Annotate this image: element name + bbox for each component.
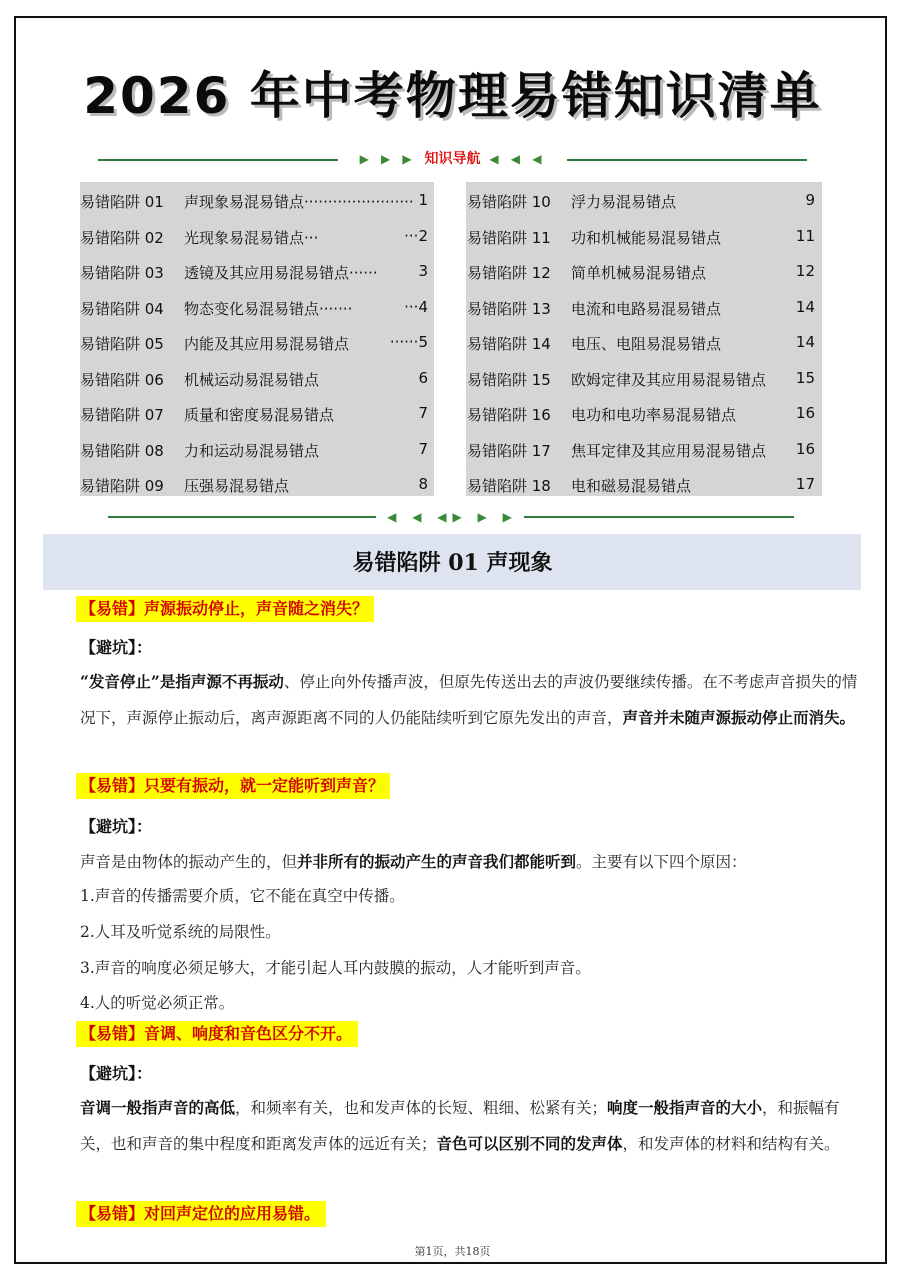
toc-item[interactable] xyxy=(80,227,428,253)
toc-item[interactable] xyxy=(467,191,815,217)
section-title: 易错陷阱 01 声现象 xyxy=(352,550,553,576)
body-text: 声音是由物体的振动产生的，但 xyxy=(80,853,298,871)
toc-trap-label: 易错陷阱 18 xyxy=(467,477,551,495)
toc-topic: 光现象易混易错点··· xyxy=(184,228,319,247)
avoid-label-2: 【避坑】： xyxy=(80,817,153,836)
toc-trap-label: 易错陷阱 12 xyxy=(467,264,551,282)
toc-item[interactable] xyxy=(80,475,428,501)
toc-item[interactable] xyxy=(467,369,815,395)
toc-trap-label: 易错陷阱 07 xyxy=(80,406,164,424)
toc-trap-label: 易错陷阱 06 xyxy=(80,370,164,389)
toc-trap-label: 易错陷阱 17 xyxy=(467,441,551,460)
toc-page-number: 9 xyxy=(805,191,815,209)
body-text: 。主要有以下四个原因： xyxy=(576,853,747,871)
toc-topic: 功和机械能易混易错点 xyxy=(571,228,722,247)
toc-trap-label: 易错陷阱 13 xyxy=(467,299,551,318)
toc-item[interactable] xyxy=(467,404,815,430)
toc-page-number: 1 xyxy=(418,191,428,209)
toc-trap-label: 易错陷阱 03 xyxy=(80,264,164,282)
bold-text: 音调一般指声音的高低 xyxy=(80,1098,236,1117)
toc-page-number: 14 xyxy=(795,333,815,351)
bottom-arrows-icon: ◀ ◀ ◀▶ ▶ ▶ xyxy=(387,510,518,524)
toc-page-number: 7 xyxy=(418,439,428,458)
toc-page-number: 15 xyxy=(795,368,815,387)
toc-topic: 质量和密度易混易错点 xyxy=(184,406,335,424)
toc-trap-label: 易错陷阱 09 xyxy=(80,477,164,495)
toc-topic: 电和磁易混易错点 xyxy=(571,477,692,495)
bold-text: 声音并未随声源振动停止而消失。 xyxy=(622,708,856,727)
explanation-1 xyxy=(80,664,864,736)
toc-item[interactable] xyxy=(80,440,428,466)
toc-page-number: ···2 xyxy=(404,226,428,245)
toc-topic: 压强易混易错点 xyxy=(184,477,290,495)
toc-trap-label: 易错陷阱 01 xyxy=(80,193,164,211)
bold-text: 音色可以区别不同的发声体 xyxy=(436,1134,623,1153)
reason-3: 3.声音的响度必须足够大，才能引起人耳内鼓膜的振动，人才能听到声音。 xyxy=(80,959,591,977)
toc-topic: 物态变化易混易错点······· xyxy=(184,299,353,318)
page-footer: 第1页，共18页 xyxy=(414,1245,491,1258)
arrow-right-icon: ▶ ▶ ▶ xyxy=(359,152,416,166)
bold-text: 并非所有的振动产生的声音我们都能听到 xyxy=(297,852,577,871)
toc-topic: 机械运动易混易错点 xyxy=(184,370,320,389)
explanation-3 xyxy=(80,1090,864,1162)
toc-page-number: 3 xyxy=(418,262,428,280)
knowledge-nav-header xyxy=(0,148,905,168)
toc-item[interactable] xyxy=(467,440,815,466)
error-callout-1: 【易错】声源振动停止，声音随之消失？ xyxy=(76,596,374,622)
toc-page-number: ···4 xyxy=(404,297,428,316)
body-text: ，和振幅有关，也和声音的集中程度和距离发声体的远近有关； xyxy=(80,1099,840,1153)
toc-topic: 电流和电路易混易错点 xyxy=(571,299,722,318)
arrow-left-icon: ◀ ◀ ◀ xyxy=(489,152,546,166)
toc-item[interactable] xyxy=(467,298,815,324)
toc-page-number: 17 xyxy=(795,475,815,493)
toc-trap-label: 易错陷阱 15 xyxy=(467,370,551,389)
toc-item[interactable] xyxy=(467,227,815,253)
toc-page-number: 11 xyxy=(795,226,815,245)
error-callout-2: 【易错】只要有振动，就一定能听到声音？ xyxy=(76,773,390,799)
toc-page-number: 16 xyxy=(795,404,815,422)
toc-item[interactable] xyxy=(80,369,428,395)
toc-page-number: 7 xyxy=(418,404,428,422)
toc-trap-label: 易错陷阱 05 xyxy=(80,335,164,353)
reason-1: 1.声音的传播需要介质，它不能在真空中传播。 xyxy=(80,887,405,905)
toc-page-number: 14 xyxy=(795,297,815,316)
reason-4: 4.人的听觉必须正常。 xyxy=(80,994,235,1012)
toc-topic: 焦耳定律及其应用易混易错点 xyxy=(571,441,767,460)
toc-page-number: ······5 xyxy=(389,333,428,351)
toc-item[interactable] xyxy=(467,475,815,501)
body-text: 、停止向外传播声波，但原先传送出去的声波仍要继续传播。在不考虑声音损失的情况下，声源停止振动后，离声源距离不同的人仍能陆续听到它原先发出的声音， xyxy=(80,673,858,727)
toc-trap-label: 易错陷阱 10 xyxy=(467,193,551,211)
toc-topic: 电压、电阻易混易错点 xyxy=(571,335,722,353)
page-title: 2026 年中考物理易错知识清单 xyxy=(83,67,822,125)
toc-trap-label: 易错陷阱 11 xyxy=(467,228,551,247)
toc-trap-label: 易错陷阱 14 xyxy=(467,335,551,353)
avoid-label-3: 【避坑】： xyxy=(80,1064,153,1083)
toc-item[interactable] xyxy=(80,191,428,217)
toc-page-number: 6 xyxy=(418,368,428,387)
toc-item[interactable] xyxy=(467,333,815,359)
body-text: ，和频率有关，也和发声体的长短、粗细、松紧有关； xyxy=(235,1099,608,1117)
toc-trap-label: 易错陷阱 02 xyxy=(80,228,164,247)
toc-item[interactable] xyxy=(80,262,428,288)
toc-item[interactable] xyxy=(80,333,428,359)
toc-topic: 电功和电功率易混易错点 xyxy=(571,406,737,424)
toc-topic: 简单机械易混易错点 xyxy=(571,264,707,282)
toc-topic: 声现象易混易错点······················· xyxy=(184,193,414,211)
reason-2: 2.人耳及听觉系统的局限性。 xyxy=(80,923,281,941)
bold-text: “发音停止”是指声源不再振动 xyxy=(80,672,284,691)
avoid-label-1: 【避坑】： xyxy=(80,638,153,657)
toc-item[interactable] xyxy=(467,262,815,288)
error-callout-3: 【易错】音调、响度和音色区分不开。 xyxy=(76,1021,358,1047)
toc-topic: 内能及其应用易混易错点 xyxy=(184,335,350,353)
toc-item[interactable] xyxy=(80,298,428,324)
error-callout-4: 【易错】对回声定位的应用易错。 xyxy=(76,1201,326,1227)
toc-topic: 浮力易混易错点 xyxy=(571,193,677,211)
body-text: ，和发声体的材料和结构有关。 xyxy=(622,1135,840,1153)
toc-page-number: 12 xyxy=(795,262,815,280)
toc-trap-label: 易错陷阱 16 xyxy=(467,406,551,424)
toc-page-number: 16 xyxy=(795,439,815,458)
toc-trap-label: 易错陷阱 04 xyxy=(80,299,164,318)
toc-topic: 力和运动易混易错点 xyxy=(184,441,320,460)
toc-page-number: 8 xyxy=(418,475,428,493)
explanation-2 xyxy=(80,850,747,872)
toc-trap-label: 易错陷阱 08 xyxy=(80,441,164,460)
toc-item[interactable] xyxy=(80,404,428,430)
bold-text: 响度一般指声音的大小 xyxy=(607,1098,763,1117)
toc-topic: 欧姆定律及其应用易混易错点 xyxy=(571,370,767,389)
toc-topic: 透镜及其应用易混易错点······ xyxy=(184,264,378,282)
nav-label: 知识导航 xyxy=(424,151,481,167)
